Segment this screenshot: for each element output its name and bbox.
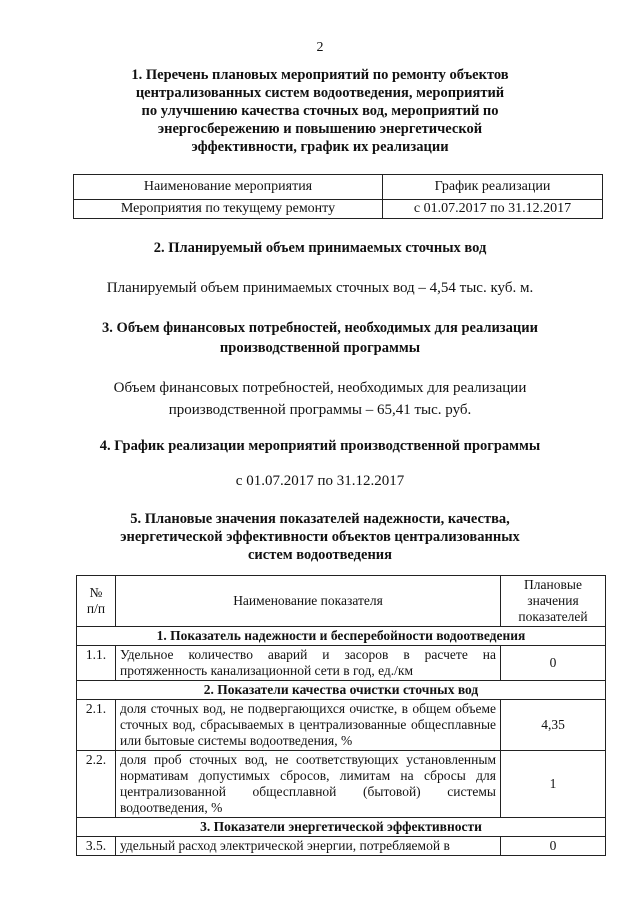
section1-title [0,66,640,156]
section5-title-line: энергетической эффективности объектов централизованных [120,529,520,545]
header-number: № п/п [77,576,116,627]
indicator-name: Удельное количество аварий и засоров в расчете на протяженность канализационной сети в год, ед./км [116,646,501,681]
section1-title-line: 1. Перечень плановых мероприятий по ремонту объектов [131,67,509,83]
table-row [77,700,606,751]
section3-text [0,377,640,421]
section5-title [0,510,640,564]
header-planned-value: Плановые значения показателей [501,576,606,627]
section1-title-line: эффективности, график их реализации [191,139,449,155]
section5-title-line: 5. Плановые значения показателей надежности, качества, [130,511,510,527]
table-row [77,837,606,856]
row-number: 2.2. [77,751,116,818]
group-title: 1. Показатель надежности и бесперебойности водоотведения [77,627,606,646]
group-title: 3. Показатели энергетической эффективности [77,818,606,837]
section1-title-line: энергосбережению и повышению энергетической [157,121,483,137]
section2-text: Планируемый объем принимаемых сточных вод – 4,54 тыс. куб. м. [106,280,534,296]
indicator-value: 4,35 [501,700,606,751]
table-row [77,751,606,818]
group-title: 2. Показатели качества очистки сточных вод [77,681,606,700]
activities-table [73,174,603,219]
group-header-row [77,681,606,700]
header-schedule: График реализации [383,175,603,200]
activity-name-cell: Мероприятия по текущему ремонту [74,200,383,219]
section3-title-line: 3. Объем финансовых потребностей, необходимых для реализации [102,320,538,336]
table-row [77,646,606,681]
table-header-row [77,576,606,627]
section2-title: 2. Планируемый объем принимаемых сточных вод [153,240,487,256]
section1-title-line: по улучшению качества сточных вод, мероприятий по [141,103,499,119]
section4-text: с 01.07.2017 по 31.12.2017 [235,473,405,489]
indicators-table [76,575,606,856]
section3-text-line: производственной программы – 65,41 тыс. руб. [168,402,472,418]
indicator-value: 0 [501,837,606,856]
row-number: 1.1. [77,646,116,681]
indicator-name: доля проб сточных вод, не соответствующих установленным нормативам допустимых сбросов, лимитам на сбросы для централизованной общесплавной (бытовой) системы водоотведения, % [116,751,501,818]
table-header-row [74,175,603,200]
indicator-value: 1 [501,751,606,818]
indicator-name: доля сточных вод, не подвергающихся очистке, в общем объеме сточных вод, сбрасываемых в централизованные общесплавные или бытовые системы водоотведения, % [116,700,501,751]
section1-title-line: централизованных систем водоотведения, мероприятий [135,85,505,101]
row-number: 3.5. [77,837,116,856]
header-activity-name: Наименование мероприятия [74,175,383,200]
header-indicator-name: Наименование показателя [116,576,501,627]
section3-text-line: Объем финансовых потребностей, необходимых для реализации [113,380,527,396]
row-number: 2.1. [77,700,116,751]
indicator-name: удельный расход электрической энергии, потребляемой в [116,837,501,856]
section3-title-line: производственной программы [219,340,421,356]
section3-title [0,318,640,358]
page-number: 2 [316,40,324,55]
indicator-value: 0 [501,646,606,681]
group-header-row [77,818,606,837]
section5-title-line: систем водоотведения [247,547,393,563]
schedule-cell: с 01.07.2017 по 31.12.2017 [383,200,603,219]
table-row [74,200,603,219]
group-header-row [77,627,606,646]
section4-title: 4. График реализации мероприятий производственной программы [99,438,541,454]
